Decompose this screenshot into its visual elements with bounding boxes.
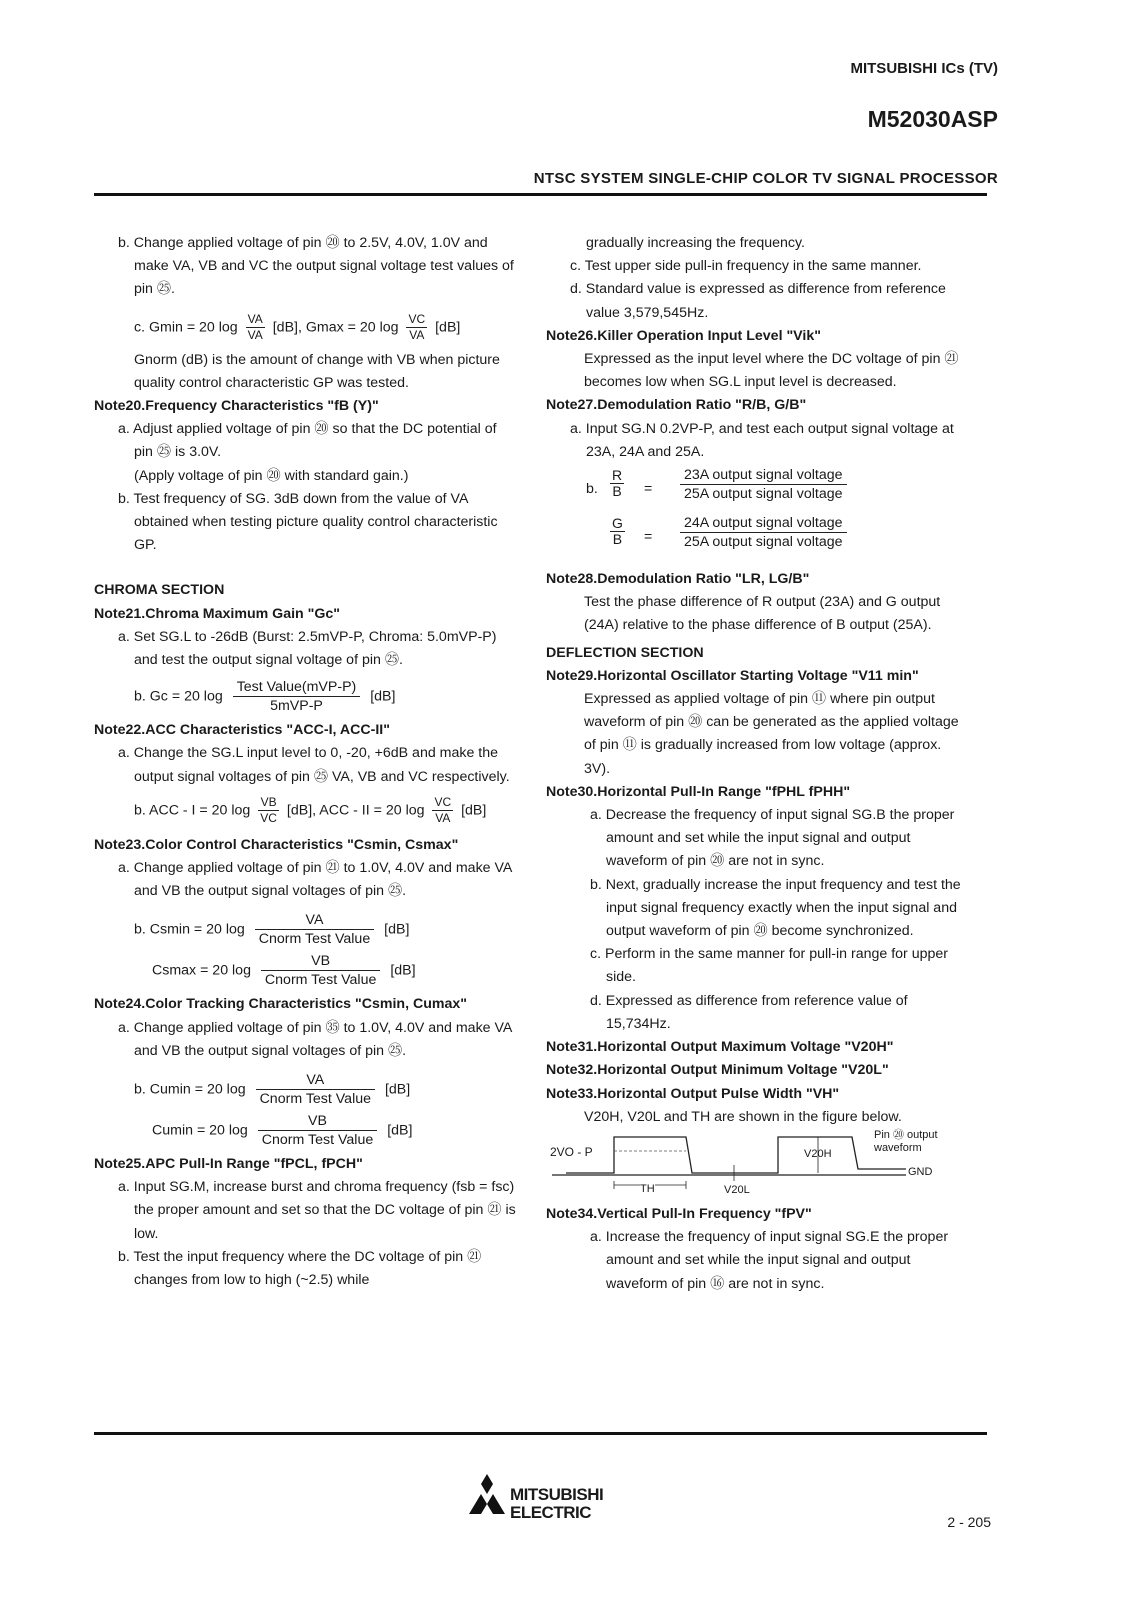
note25-item-a: a. Input SG.M, increase burst and chroma frequency (fsb = fsc) the proper amount and set so that the DC voltage of pin ㉑ is low. bbox=[118, 1179, 516, 1242]
note30-heading: Note30.Horizontal Pull-In Range "fPHL fPHH" bbox=[546, 783, 851, 800]
formula-text: [dB], Gmax = 20 log bbox=[272, 318, 399, 335]
denominator: B bbox=[612, 531, 623, 548]
formula-text: b. Cumin = 20 log bbox=[134, 1081, 246, 1098]
gnorm-text: Gnorm (dB) is the amount of change with VB when picture quality control characteristic GP was tested. bbox=[134, 351, 500, 391]
note27-item-a: a. Input SG.N 0.2VP-P, and test each output signal voltage at 23A, 24A and 25A. bbox=[570, 420, 954, 460]
note21-formula-b bbox=[94, 678, 519, 715]
note20-item-b: b. Test frequency of SG. 3dB down from the value of VA obtained when testing picture quality control characteristic GP. bbox=[118, 490, 498, 554]
note22-item-a: a. Change the SG.L input level to 0, -20, +6dB and make the output signal voltages of pin ㉕ VA, VB and VC respectively. bbox=[118, 745, 510, 785]
note21-heading: Note21.Chroma Maximum Gain "Gc" bbox=[94, 605, 341, 622]
note21-item-a: a. Set SG.L to -26dB (Burst: 2.5mVP-P, Chroma: 5.0mVP-P) and test the output signal voltage of pin ㉕. bbox=[118, 628, 497, 669]
equals-sign: = bbox=[644, 481, 653, 498]
mitsubishi-logo bbox=[466, 1474, 508, 1519]
fraction bbox=[406, 312, 427, 343]
numerator: VA bbox=[255, 911, 374, 930]
numerator: VC bbox=[408, 311, 426, 326]
fraction bbox=[432, 795, 453, 826]
label-pin-output: Pin ⑳ output waveform bbox=[874, 1128, 938, 1154]
note26-text: Expressed as the input level where the DC voltage of pin ㉑ becomes low when SG.L input level is decreased. bbox=[584, 351, 959, 391]
denominator: VC bbox=[260, 810, 277, 825]
numerator: R bbox=[612, 467, 623, 484]
note25-continued: gradually increasing the frequency. bbox=[586, 235, 805, 251]
section-title-deflection: DEFLECTION SECTION bbox=[546, 644, 704, 661]
note23-heading: Note23.Color Control Characteristics "Csmin, Csmax" bbox=[94, 836, 459, 853]
note19-formula-c bbox=[94, 312, 519, 343]
note22-formula-b bbox=[94, 795, 519, 826]
denominator: Cnorm Test Value bbox=[261, 1132, 374, 1149]
fraction bbox=[246, 312, 265, 343]
fraction bbox=[258, 795, 279, 826]
numerator: VB bbox=[261, 952, 380, 971]
formula-text: Csmax = 20 log bbox=[152, 962, 251, 979]
note32-heading: Note32.Horizontal Output Minimum Voltage "V20L" bbox=[546, 1062, 889, 1079]
note26-heading: Note26.Killer Operation Input Level "Vik" bbox=[546, 327, 821, 344]
page-number: 2 - 205 bbox=[947, 1514, 991, 1530]
footer-logo-text bbox=[510, 1486, 603, 1522]
note24-formula-b1 bbox=[94, 1071, 519, 1108]
three-diamonds-icon bbox=[466, 1474, 508, 1514]
denominator: 5mVP-P bbox=[270, 698, 323, 715]
note23-formula-b1 bbox=[94, 911, 519, 948]
note33-text: V20H, V20L and TH are shown in the figure below. bbox=[584, 1108, 902, 1125]
equals-sign: = bbox=[644, 529, 653, 546]
note22-heading: Note22.ACC Characteristics "ACC-I, ACC-II" bbox=[94, 722, 390, 739]
formula-text: Cumin = 20 log bbox=[152, 1122, 248, 1139]
fraction bbox=[256, 1071, 375, 1108]
numerator: 23A output signal voltage bbox=[680, 466, 847, 485]
note29-heading: Note29.Horizontal Oscillator Starting Voltage "V11 min" bbox=[546, 667, 919, 684]
denominator: 25A output signal voltage bbox=[684, 486, 843, 503]
item-label: b. bbox=[586, 481, 598, 498]
numerator: VB bbox=[258, 795, 279, 811]
formula-text: b. ACC - I = 20 log bbox=[134, 802, 251, 819]
formula-text: b. Gc = 20 log bbox=[134, 688, 223, 705]
numerator: VB bbox=[258, 1112, 377, 1131]
note30-item-c: c. Perform in the same manner for pull-in range for upper side. bbox=[590, 946, 949, 986]
fraction bbox=[255, 911, 374, 948]
note27-ratio-block bbox=[546, 464, 971, 560]
note34-heading: Note34.Vertical Pull-In Frequency "fPV" bbox=[546, 1205, 812, 1222]
label-2vo-p: 2VO - P bbox=[550, 1144, 593, 1159]
note24-heading: Note24.Color Tracking Characteristics "Csmin, Cumax" bbox=[94, 996, 467, 1013]
numerator: Test Value(mVP-P) bbox=[233, 678, 361, 697]
note23-item-a: a. Change applied voltage of pin ㉑ to 1.0V, 4.0V and make VA and VB the output signal voltages of pin ㉕. bbox=[118, 860, 512, 900]
formula-text: [dB] bbox=[384, 921, 410, 938]
note25-heading: Note25.APC Pull-In Range "fPCL, fPCH" bbox=[94, 1156, 363, 1173]
label-th: TH bbox=[640, 1178, 655, 1201]
denominator: VA bbox=[409, 327, 425, 342]
note20-item-a-aside: (Apply voltage of pin ⑳ with standard gain.) bbox=[134, 467, 409, 484]
formula-text: [dB] bbox=[435, 318, 461, 335]
note28-text: Test the phase difference of R output (23A) and G output (24A) relative to the phase difference of B output (25A). bbox=[584, 594, 941, 634]
ratio-gb bbox=[610, 516, 625, 547]
denominator: B bbox=[612, 483, 622, 500]
note24-item-a: a. Change applied voltage of pin ㉟ to 1.0V, 4.0V and make VA and VB the output signal voltages of pin ㉕. bbox=[118, 1019, 512, 1059]
note23-formula-b2 bbox=[94, 952, 519, 989]
logo-line-1: MITSUBISHI bbox=[510, 1485, 604, 1504]
denominator: VA bbox=[247, 327, 263, 342]
formula-text: [dB] bbox=[387, 1122, 413, 1139]
numerator: VA bbox=[256, 1071, 375, 1090]
logo-line-2: ELECTRIC bbox=[510, 1503, 591, 1522]
ratio-rb-voltage bbox=[680, 466, 847, 503]
formula-text: [dB] bbox=[390, 962, 416, 979]
label-v20h: V20H bbox=[804, 1147, 832, 1160]
note30-item-a: a. Decrease the frequency of input signal SG.B the proper amount and set while the input signal and output waveform of pin ⑳ are not in sync. bbox=[590, 807, 955, 870]
note30-item-b: b. Next, gradually increase the input frequency and test the input signal frequency exactly when the input signal and output waveform of pin ⑳ become synchronized. bbox=[590, 876, 961, 940]
note20-item-a: a. Adjust applied voltage of pin ⑳ so that the DC potential of pin ㉕ is 3.0V. bbox=[118, 421, 497, 461]
note33-heading: Note33.Horizontal Output Pulse Width "VH" bbox=[546, 1085, 840, 1102]
header-part-number: M52030ASP bbox=[867, 106, 998, 132]
numerator: VA bbox=[247, 311, 263, 326]
header-subtitle: NTSC SYSTEM SINGLE-CHIP COLOR TV SIGNAL PROCESSOR bbox=[533, 170, 998, 187]
fraction bbox=[233, 678, 361, 715]
denominator: VA bbox=[435, 810, 451, 825]
ratio-gb-voltage bbox=[680, 514, 847, 551]
note19-item-b: b. Change applied voltage of pin ⑳ to 2.5V, 4.0V, 1.0V and make VA, VB and VC the output signal voltage test values of pin ㉕. bbox=[118, 235, 514, 298]
denominator: 25A output signal voltage bbox=[684, 534, 843, 551]
note27-heading: Note27.Demodulation Ratio "R/B, G/B" bbox=[546, 397, 807, 414]
left-column bbox=[94, 232, 519, 1292]
note29-text: Expressed as applied voltage of pin ⑪ where pin output waveform of pin ⑳ can be generated as the applied voltage of pin ⑪ is gradually increased from low voltage (approx. 3V). bbox=[584, 691, 959, 777]
formula-text: [dB] bbox=[370, 688, 396, 705]
denominator: Cnorm Test Value bbox=[258, 931, 371, 948]
note24-formula-b2 bbox=[94, 1112, 519, 1149]
numerator: VC bbox=[434, 794, 452, 809]
ratio-rb bbox=[610, 468, 624, 499]
denominator: Cnorm Test Value bbox=[264, 972, 377, 989]
formula-text: [dB] bbox=[384, 1081, 411, 1098]
label-v20l: V20L bbox=[724, 1183, 750, 1196]
header-brand: MITSUBISHI ICs (TV) bbox=[850, 60, 998, 77]
denominator: Cnorm Test Value bbox=[259, 1091, 372, 1108]
fraction bbox=[261, 952, 380, 989]
waveform-figure bbox=[546, 1129, 971, 1197]
footer-rule bbox=[94, 1432, 987, 1435]
formula-text: [dB], ACC - II = 20 log bbox=[286, 802, 425, 819]
note28-heading: Note28.Demodulation Ratio "LR, LG/B" bbox=[546, 571, 810, 588]
numerator: G bbox=[612, 515, 623, 532]
note25-item-c: c. Test upper side pull-in frequency in the same manner. bbox=[570, 258, 922, 275]
note30-item-d: d. Expressed as difference from reference value of 15,734Hz. bbox=[590, 992, 908, 1032]
section-title-chroma: CHROMA SECTION bbox=[94, 582, 225, 599]
right-column bbox=[546, 232, 971, 1296]
label-gnd: GND bbox=[908, 1165, 933, 1178]
fraction bbox=[258, 1112, 377, 1149]
numerator: 24A output signal voltage bbox=[680, 514, 847, 533]
formula-text: b. Csmin = 20 log bbox=[134, 921, 245, 938]
note20-heading: Note20.Frequency Characteristics "fB (Y)" bbox=[94, 398, 379, 415]
note25-item-b: b. Test the input frequency where the DC voltage of pin ㉑ changes from low to high (~2.5) while bbox=[118, 1248, 482, 1289]
formula-text: [dB] bbox=[461, 802, 487, 819]
note34-item-a: a. Increase the frequency of input signal SG.E the proper amount and set while the input signal and output waveform of pin ⑯ are not in sync. bbox=[590, 1229, 949, 1292]
note31-heading: Note31.Horizontal Output Maximum Voltage "V20H" bbox=[546, 1039, 894, 1056]
formula-text: c. Gmin = 20 log bbox=[134, 318, 238, 335]
note25-item-d: d. Standard value is expressed as difference from reference value 3,579,545Hz. bbox=[570, 281, 946, 321]
header-rule bbox=[94, 193, 987, 196]
